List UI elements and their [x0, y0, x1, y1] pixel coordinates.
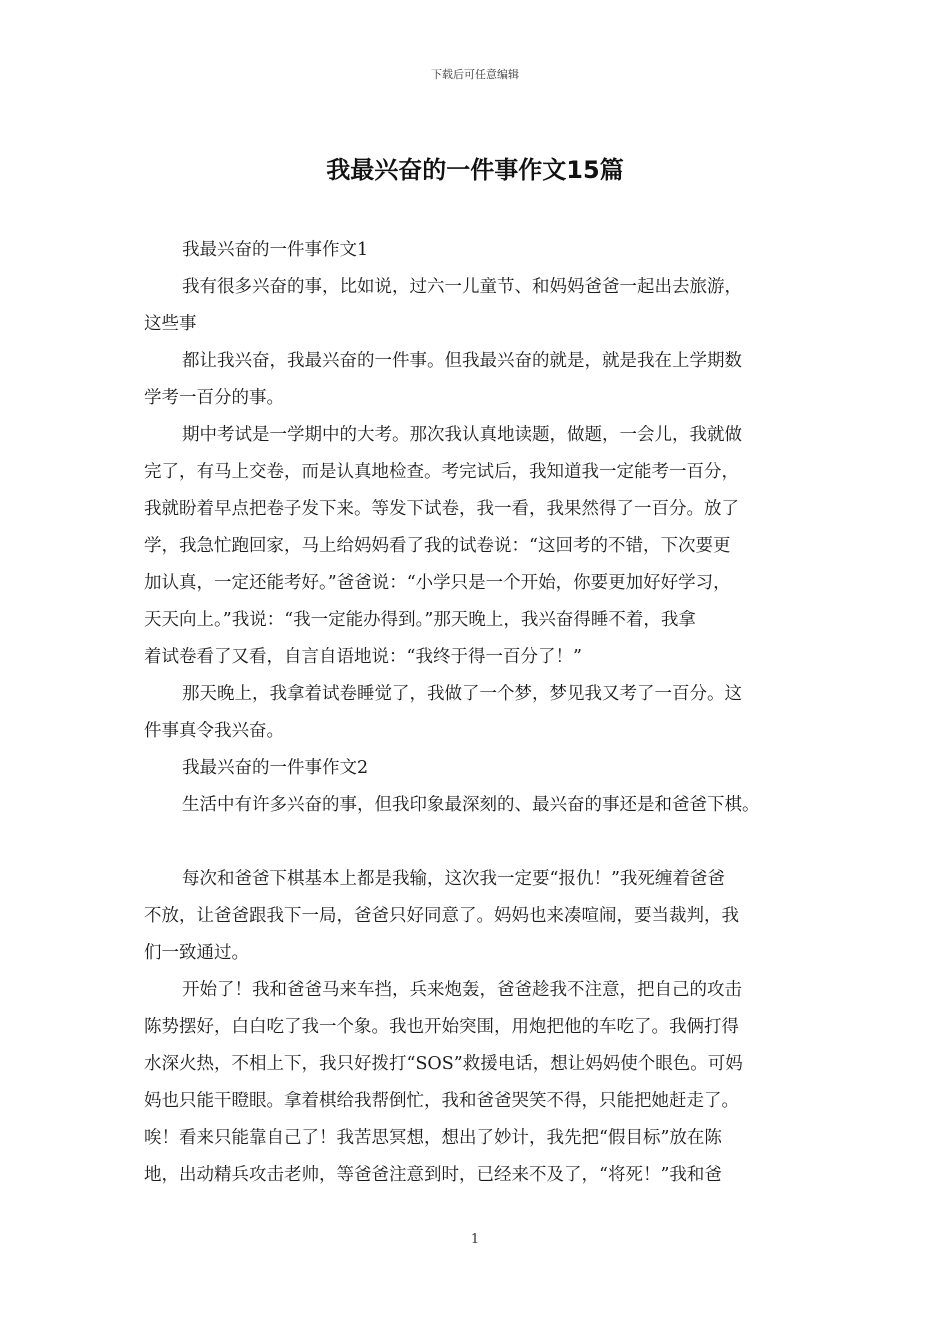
text-line: 唉！看来只能靠自己了！我苦思冥想，想出了妙计，我先把“假目标”放在陈 — [144, 1128, 722, 1148]
paragraph — [144, 343, 812, 417]
header-note: 下载后可任意编辑 — [431, 68, 519, 81]
text-line: 开始了！我和爸爸马来车挡，兵来炮轰，爸爸趁我不注意，把自己的攻击 — [182, 980, 742, 1000]
paragraph — [144, 972, 812, 1194]
paragraph — [144, 269, 812, 343]
text-line: 学考一百分的事。 — [144, 388, 284, 408]
text-line: 我有很多兴奋的事，比如说，过六一儿童节、和妈妈爸爸一起出去旅游， — [182, 277, 742, 297]
text-line: 加认真，一定还能考好。”爸爸说：“小学只是一个开始，你要更加好好学习， — [144, 573, 731, 593]
text-line: 每次和爸爸下棋基本上都是我输，这次我一定要“报仇！”我死缠着爸爸 — [182, 869, 725, 889]
section-heading: 我最兴奋的一件事作文2 — [182, 758, 369, 778]
text-line: 们一致通过。 — [144, 943, 249, 963]
text-line: 陈势摆好，白白吃了我一个象。我也开始突围，用炮把他的车吃了。我俩打得 — [144, 1017, 739, 1037]
text-line: 我就盼着早点把卷子发下来。等发下试卷，我一看，我果然得了一百分。放了 — [144, 499, 739, 519]
text-line: 完了，有马上交卷，而是认真地检查。考完试后，我知道我一定能考一百分， — [144, 462, 739, 482]
paragraph — [144, 861, 812, 972]
paragraph-gap — [144, 824, 812, 861]
section-heading: 我最兴奋的一件事作文1 — [182, 240, 369, 260]
text-line: 都让我兴奋，我最兴奋的一件事。但我最兴奋的就是，就是我在上学期数 — [182, 351, 742, 371]
text-line: 生活中有许多兴奋的事，但我印象最深刻的、最兴奋的事还是和爸爸下棋。 — [182, 795, 760, 815]
page-number: 1 — [470, 1232, 480, 1247]
text-line: 天天向上。”我说：“我一定能办得到。”那天晚上，我兴奋得睡不着，我拿 — [144, 610, 696, 630]
text-line: 地，出动精兵攻击老帅，等爸爸注意到时，已经来不及了，“将死！”我和爸 — [144, 1165, 722, 1185]
text-line: 期中考试是一学期中的大考。那次我认真地读题，做题，一会儿，我就做 — [182, 425, 742, 445]
paragraph — [144, 676, 812, 750]
text-line: 不放，让爸爸跟我下一局，爸爸只好同意了。妈妈也来凑喧闹，要当裁判，我 — [144, 906, 739, 926]
text-line: 学，我急忙跑回家，马上给妈妈看了我的试卷说：“这回考的不错，下次要更 — [144, 536, 731, 556]
paragraph — [144, 787, 812, 824]
text-line: 这些事 — [144, 314, 197, 334]
text-line: 件事真令我兴奋。 — [144, 721, 284, 741]
paragraph — [144, 417, 812, 676]
document-body — [144, 232, 812, 1194]
text-line: 妈也只能干瞪眼。拿着棋给我帮倒忙，我和爸爸哭笑不得，只能把她赶走了。 — [144, 1091, 739, 1111]
text-line: 水深火热，不相上下，我只好拨打“SOS”救援电话，想让妈妈使个眼色。可妈 — [144, 1054, 743, 1074]
text-line: 那天晚上，我拿着试卷睡觉了，我做了一个梦，梦见我又考了一百分。这 — [182, 684, 742, 704]
text-line: 着试卷看了又看，自言自语地说：“我终于得一百分了！” — [144, 647, 582, 667]
document-title: 我最兴奋的一件事作文15篇 — [326, 156, 624, 184]
